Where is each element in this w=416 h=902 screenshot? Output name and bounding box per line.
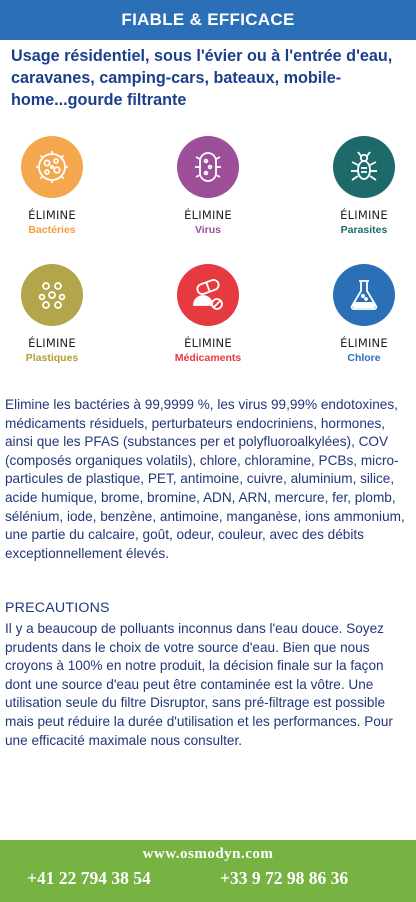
icon-target: Médicaments xyxy=(174,352,242,364)
precautions-text: Il y a beaucoup de polluants inconnus dans l'eau douce. Soyez prudents dans le choix de votre source d'eau. Bien que nous croyons à 100% en notre produit, la décision finale sur la façon dont une source d'eau peut être contaminée est la vôtre. Une utilisation seule du filtre Disruptor, sans pré-filtrage est possible mais peut réduire la durée d'utilisation et les performances. Pour une efficacité maximale nous consulter. xyxy=(5,621,393,748)
virus-icon xyxy=(177,136,239,198)
icon-label: ÉLIMINE xyxy=(184,336,232,350)
contaminants-description: Elimine les bactéries à 99,9999 %, les virus 99,99% endotoxines, médicaments résiduels, perturbateurs endocriniens, hormones, ainsi que les PFAS (substances per et polyfluoroalkylées), COV (composés organiques volatils), chlore, chloramine, PCBs, micro-particules de plastique, PET, antimoine, cuivre, aluminium, silice, acide humique, brome, bromine, ADN, ARN, mercure, fer, plomb, sélénium, iode, benzène, antimoine, manganèse, ions ammonium, une partie du calcaire, goût, odeur, couleur, avec des débits exceptionnellement élevés. xyxy=(5,397,405,561)
icon-item-bacteria xyxy=(0,136,112,236)
icon-label: ÉLIMINE xyxy=(28,336,76,350)
header-title: FIABLE & EFFICACE xyxy=(121,10,295,29)
header-banner xyxy=(0,0,416,40)
icon-target: Parasites xyxy=(340,224,388,236)
pills-icon xyxy=(177,264,239,326)
icon-item-parasite xyxy=(304,136,416,236)
contact-footer xyxy=(0,840,416,902)
website-link[interactable]: www.osmodyn.com xyxy=(142,846,274,862)
icon-label: ÉLIMINE xyxy=(184,208,232,222)
icon-label: ÉLIMINE xyxy=(340,336,388,350)
icon-item-chlore xyxy=(304,264,416,364)
icon-target: Plastiques xyxy=(25,352,79,364)
icon-label: ÉLIMINE xyxy=(28,208,76,222)
usage-subtitle: Usage résidentiel, sous l'évier ou à l'entrée d'eau, caravanes, camping-cars, bateaux, mobile-home...gourde filtrante xyxy=(11,47,393,109)
icon-label: ÉLIMINE xyxy=(340,208,388,222)
icon-item-medicaments xyxy=(148,264,268,364)
phone-switzerland[interactable]: +41 22 794 38 54 xyxy=(27,868,151,888)
bacteria-icon xyxy=(21,136,83,198)
parasite-icon xyxy=(333,136,395,198)
precautions-title: PRECAUTIONS xyxy=(5,600,110,616)
plastic-particles-icon xyxy=(21,264,83,326)
icon-target: Bactéries xyxy=(28,224,76,236)
flask-icon xyxy=(333,264,395,326)
phone-france[interactable]: +33 9 72 98 86 36 xyxy=(220,868,349,888)
icon-item-plastics xyxy=(0,264,112,364)
icon-item-virus xyxy=(148,136,268,236)
icon-target: Chlore xyxy=(347,352,381,364)
icon-target: Virus xyxy=(194,224,222,236)
